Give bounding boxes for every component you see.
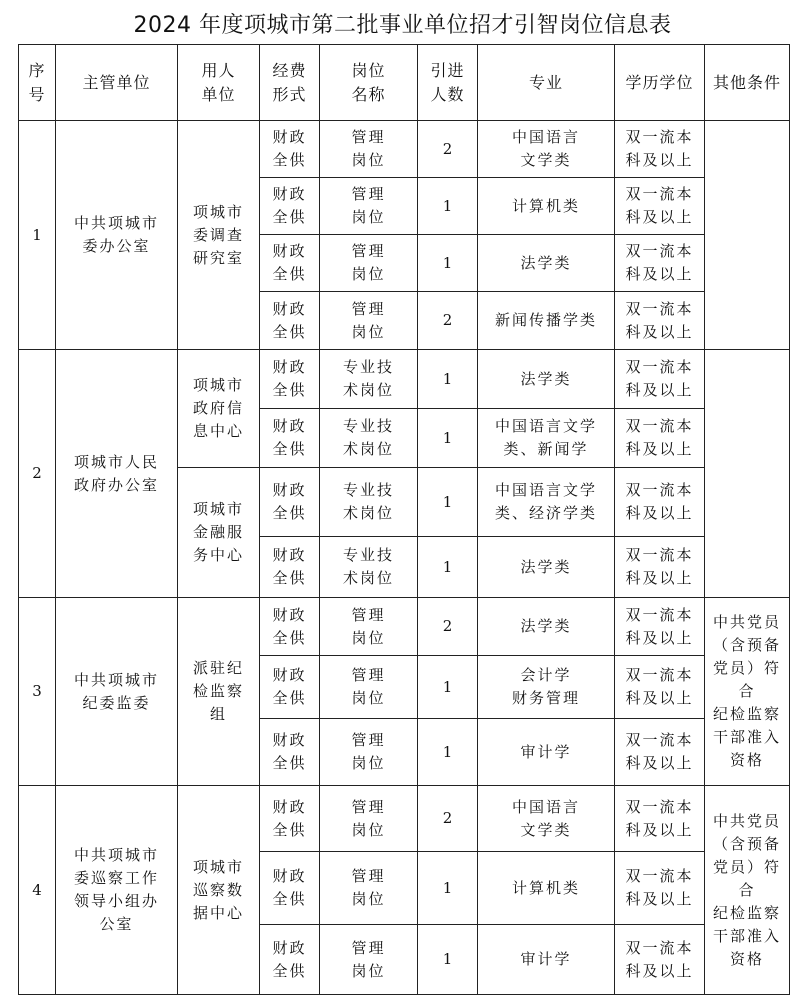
post-cell: 专业技 术岗位 bbox=[320, 350, 418, 409]
other-cell: 中共党员 （含预备 党员）符合 纪检监察 干部准入 资格 bbox=[705, 598, 790, 786]
major-cell: 审计学 bbox=[478, 719, 615, 786]
fund-cell: 财政 全供 bbox=[260, 852, 320, 925]
table-row bbox=[19, 350, 790, 409]
fund-cell: 财政 全供 bbox=[260, 350, 320, 409]
major-cell: 法学类 bbox=[478, 598, 615, 656]
major-cell: 审计学 bbox=[478, 925, 615, 995]
fund-cell: 财政 全供 bbox=[260, 235, 320, 292]
other-cell: 中共党员 （含预备 党员）符合 纪检监察 干部准入 资格 bbox=[705, 786, 790, 995]
count-cell: 1 bbox=[418, 468, 478, 537]
count-cell: 1 bbox=[418, 852, 478, 925]
seq-cell: 2 bbox=[19, 350, 56, 598]
count-cell: 2 bbox=[418, 121, 478, 178]
degree-cell: 双一流本 科及以上 bbox=[615, 537, 705, 598]
count-cell: 1 bbox=[418, 178, 478, 235]
header-major: 专业 bbox=[478, 45, 615, 121]
fund-cell: 财政 全供 bbox=[260, 598, 320, 656]
major-cell: 会计学 财务管理 bbox=[478, 656, 615, 719]
post-cell: 管理 岗位 bbox=[320, 598, 418, 656]
header-unit: 用人 单位 bbox=[178, 45, 260, 121]
count-cell: 1 bbox=[418, 409, 478, 468]
count-cell: 1 bbox=[418, 719, 478, 786]
count-cell: 1 bbox=[418, 925, 478, 995]
count-cell: 1 bbox=[418, 350, 478, 409]
major-cell: 中国语言 文学类 bbox=[478, 786, 615, 852]
unit-cell: 项城市 金融服 务中心 bbox=[178, 468, 260, 598]
major-cell: 中国语言 文学类 bbox=[478, 121, 615, 178]
header-other: 其他条件 bbox=[705, 45, 790, 121]
count-cell: 2 bbox=[418, 598, 478, 656]
major-cell: 新闻传播学类 bbox=[478, 292, 615, 350]
count-cell: 1 bbox=[418, 656, 478, 719]
unit-cell: 项城市 委调查 研究室 bbox=[178, 121, 260, 350]
post-cell: 管理 岗位 bbox=[320, 925, 418, 995]
post-cell: 管理 岗位 bbox=[320, 656, 418, 719]
degree-cell: 双一流本 科及以上 bbox=[615, 925, 705, 995]
table-row bbox=[19, 598, 790, 656]
fund-cell: 财政 全供 bbox=[260, 468, 320, 537]
degree-cell: 双一流本 科及以上 bbox=[615, 786, 705, 852]
header-row bbox=[19, 45, 790, 121]
job-info-table bbox=[18, 44, 790, 995]
seq-cell: 3 bbox=[19, 598, 56, 786]
degree-cell: 双一流本 科及以上 bbox=[615, 409, 705, 468]
degree-cell: 双一流本 科及以上 bbox=[615, 719, 705, 786]
count-cell: 1 bbox=[418, 235, 478, 292]
count-cell: 1 bbox=[418, 537, 478, 598]
header-seq: 序 号 bbox=[19, 45, 56, 121]
seq-cell: 1 bbox=[19, 121, 56, 350]
post-cell: 管理 岗位 bbox=[320, 292, 418, 350]
degree-cell: 双一流本 科及以上 bbox=[615, 178, 705, 235]
major-cell: 中国语言文学 类、新闻学 bbox=[478, 409, 615, 468]
header-post: 岗位 名称 bbox=[320, 45, 418, 121]
dept-cell: 中共项城市 委办公室 bbox=[56, 121, 178, 350]
table-row bbox=[19, 786, 790, 852]
fund-cell: 财政 全供 bbox=[260, 925, 320, 995]
header-degree: 学历学位 bbox=[615, 45, 705, 121]
post-cell: 专业技 术岗位 bbox=[320, 468, 418, 537]
degree-cell: 双一流本 科及以上 bbox=[615, 121, 705, 178]
major-cell: 中国语言文学 类、经济学类 bbox=[478, 468, 615, 537]
dept-cell: 中共项城市 委巡察工作 领导小组办 公室 bbox=[56, 786, 178, 995]
post-cell: 专业技 术岗位 bbox=[320, 409, 418, 468]
seq-cell: 4 bbox=[19, 786, 56, 995]
other-cell bbox=[705, 121, 790, 350]
page-title: 2024 年度项城市第二批事业单位招才引智岗位信息表 bbox=[133, 13, 672, 38]
fund-cell: 财政 全供 bbox=[260, 786, 320, 852]
degree-cell: 双一流本 科及以上 bbox=[615, 656, 705, 719]
post-cell: 管理 岗位 bbox=[320, 121, 418, 178]
fund-cell: 财政 全供 bbox=[260, 719, 320, 786]
post-cell: 管理 岗位 bbox=[320, 235, 418, 292]
major-cell: 法学类 bbox=[478, 350, 615, 409]
table-row bbox=[19, 121, 790, 178]
degree-cell: 双一流本 科及以上 bbox=[615, 852, 705, 925]
other-cell bbox=[705, 350, 790, 598]
post-cell: 管理 岗位 bbox=[320, 786, 418, 852]
degree-cell: 双一流本 科及以上 bbox=[615, 350, 705, 409]
fund-cell: 财政 全供 bbox=[260, 292, 320, 350]
fund-cell: 财政 全供 bbox=[260, 178, 320, 235]
header-count: 引进 人数 bbox=[418, 45, 478, 121]
post-cell: 管理 岗位 bbox=[320, 852, 418, 925]
fund-cell: 财政 全供 bbox=[260, 121, 320, 178]
major-cell: 计算机类 bbox=[478, 178, 615, 235]
major-cell: 计算机类 bbox=[478, 852, 615, 925]
degree-cell: 双一流本 科及以上 bbox=[615, 292, 705, 350]
fund-cell: 财政 全供 bbox=[260, 409, 320, 468]
fund-cell: 财政 全供 bbox=[260, 537, 320, 598]
header-fund: 经费 形式 bbox=[260, 45, 320, 121]
major-cell: 法学类 bbox=[478, 235, 615, 292]
major-cell: 法学类 bbox=[478, 537, 615, 598]
dept-cell: 中共项城市 纪委监委 bbox=[56, 598, 178, 786]
dept-cell: 项城市人民 政府办公室 bbox=[56, 350, 178, 598]
degree-cell: 双一流本 科及以上 bbox=[615, 235, 705, 292]
header-dept: 主管单位 bbox=[56, 45, 178, 121]
post-cell: 管理 岗位 bbox=[320, 178, 418, 235]
unit-cell: 项城市 巡察数 据中心 bbox=[178, 786, 260, 995]
fund-cell: 财政 全供 bbox=[260, 656, 320, 719]
count-cell: 2 bbox=[418, 292, 478, 350]
unit-cell: 派驻纪 检监察 组 bbox=[178, 598, 260, 786]
post-cell: 专业技 术岗位 bbox=[320, 537, 418, 598]
post-cell: 管理 岗位 bbox=[320, 719, 418, 786]
degree-cell: 双一流本 科及以上 bbox=[615, 598, 705, 656]
degree-cell: 双一流本 科及以上 bbox=[615, 468, 705, 537]
count-cell: 2 bbox=[418, 786, 478, 852]
unit-cell: 项城市 政府信 息中心 bbox=[178, 350, 260, 468]
